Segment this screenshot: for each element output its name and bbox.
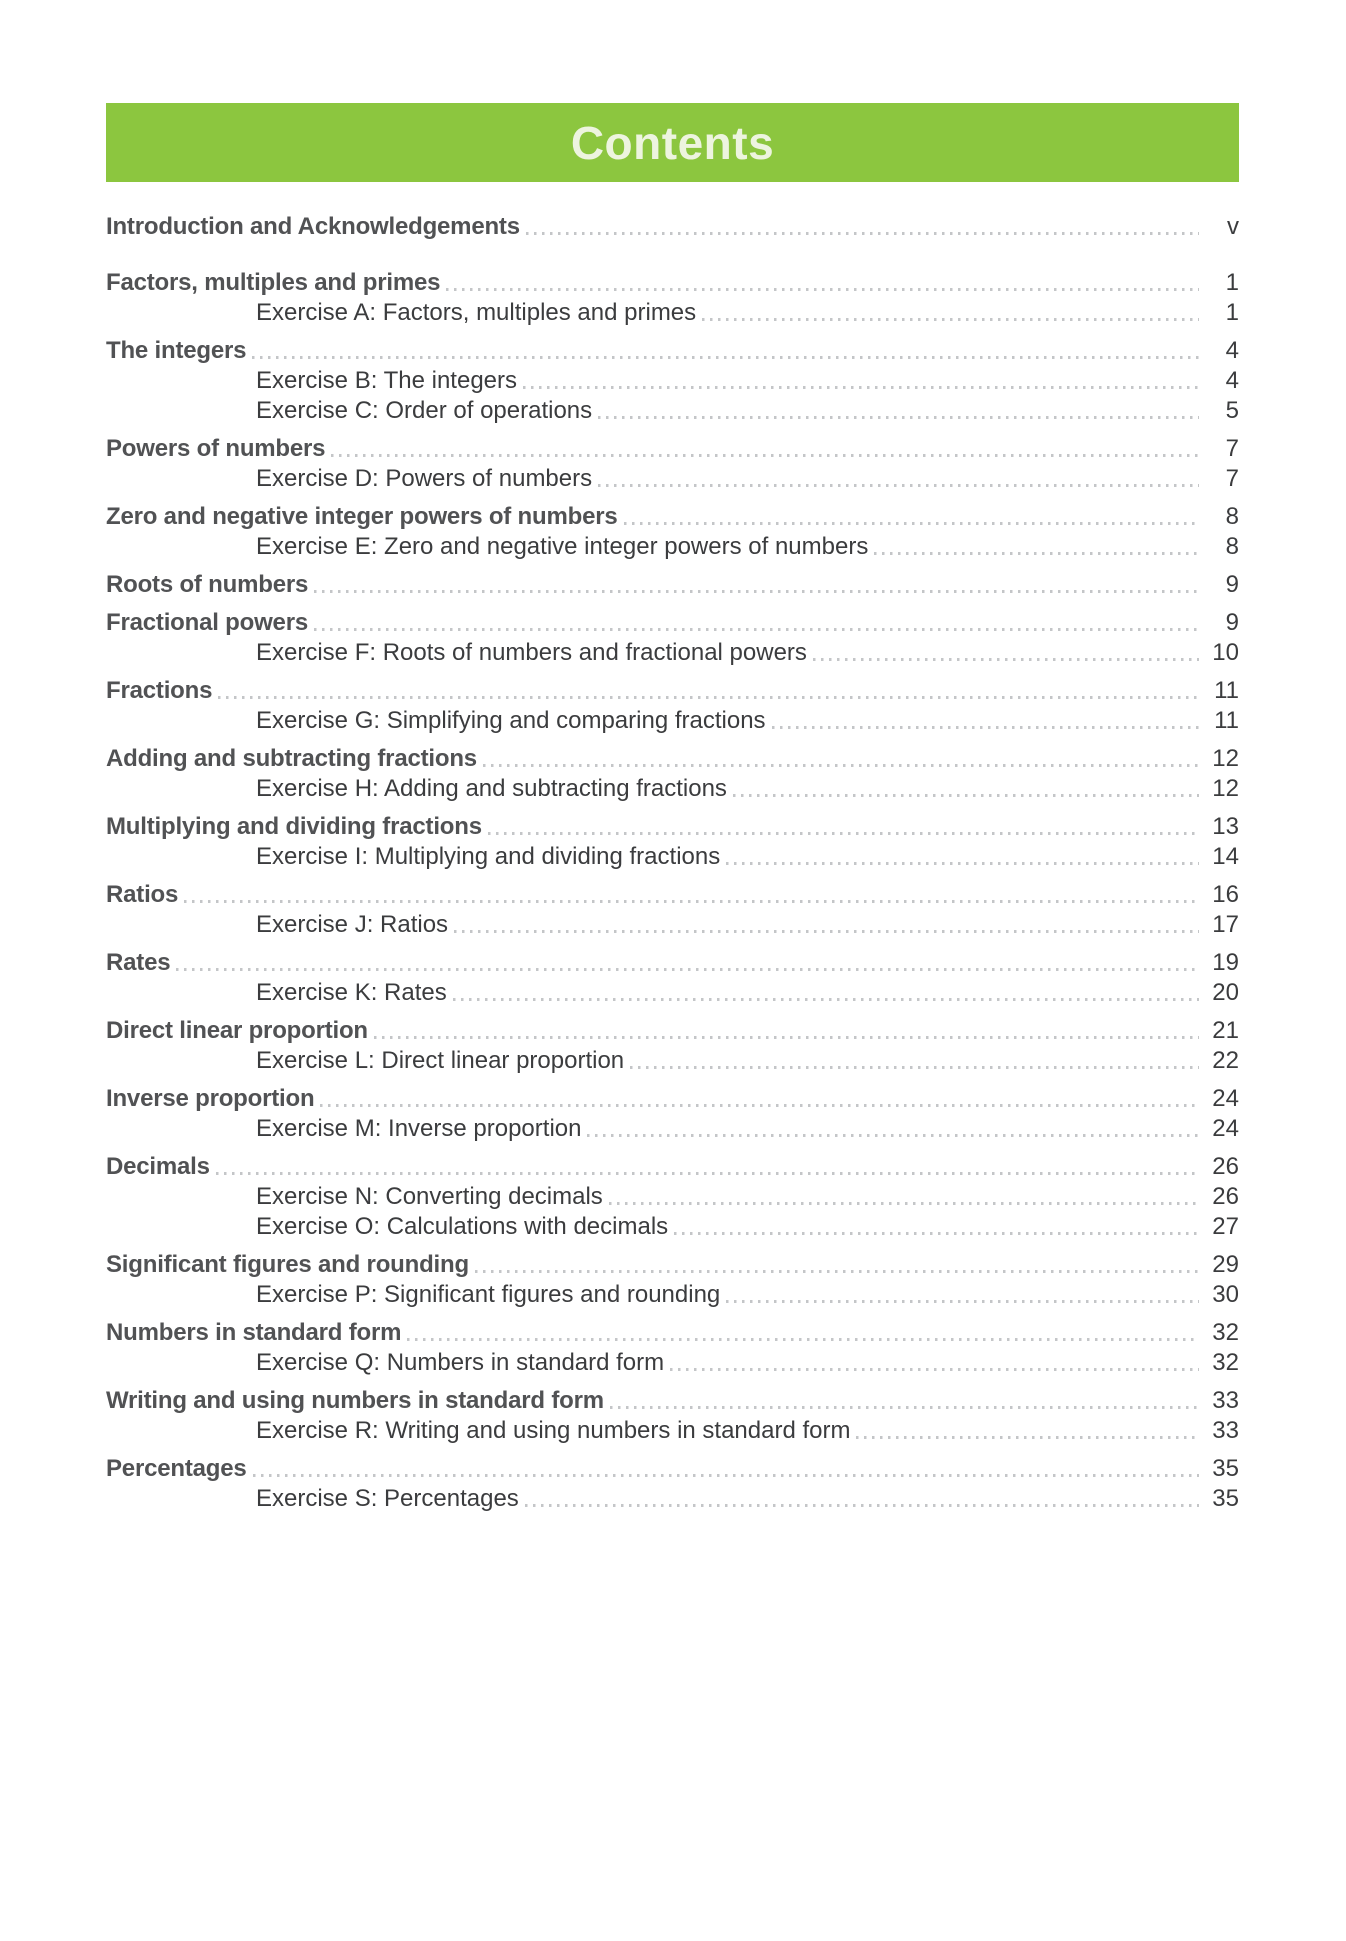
- dotted-leader: [856, 1436, 1199, 1439]
- toc-entry-label: Numbers in standard form: [106, 1319, 402, 1346]
- toc-group: [106, 502, 1239, 562]
- toc-group: [106, 1084, 1239, 1144]
- toc-page-number: 1: [1225, 299, 1239, 326]
- dotted-leader: [587, 1134, 1199, 1137]
- toc-entry-label: Exercise E: Zero and negative integer powers of numbers: [256, 533, 869, 560]
- toc-chapter-row: [106, 1386, 1239, 1416]
- dotted-leader: [252, 356, 1199, 359]
- toc-entry-label: Exercise A: Factors, multiples and primes: [256, 299, 697, 326]
- toc-page-number: 1: [1225, 269, 1239, 296]
- dotted-leader: [331, 454, 1199, 457]
- toc-page-number: 33: [1212, 1417, 1239, 1444]
- toc-entry-label: Writing and using numbers in standard form: [106, 1387, 604, 1414]
- toc-page-number: 33: [1212, 1387, 1239, 1414]
- toc-page-number: 4: [1225, 367, 1239, 394]
- toc-chapter-row: [106, 1250, 1239, 1280]
- toc-chapter-row: [106, 570, 1239, 600]
- toc-entry-label: Exercise H: Adding and subtracting fractions: [256, 775, 727, 802]
- toc-entry-label: Exercise M: Inverse proportion: [256, 1115, 582, 1142]
- toc-group: [106, 1318, 1239, 1378]
- dotted-leader: [726, 1300, 1199, 1303]
- toc-page-number: 32: [1212, 1349, 1239, 1376]
- dotted-leader: [454, 930, 1199, 933]
- toc-entry-label: Powers of numbers: [106, 435, 326, 462]
- toc-page-number: 24: [1212, 1085, 1239, 1112]
- toc-exercise-row: [106, 638, 1239, 668]
- toc-exercise-row: [106, 1046, 1239, 1076]
- toc-exercise-row: [106, 910, 1239, 940]
- toc-exercise-row: [106, 298, 1239, 328]
- toc-page-number: 11: [1214, 677, 1239, 704]
- toc-chapter-row: [106, 1454, 1239, 1484]
- toc-group: [106, 570, 1239, 600]
- toc-group: [106, 434, 1239, 494]
- toc-entry-label: Zero and negative integer powers of numbers: [106, 503, 618, 530]
- page-title: Contents: [570, 116, 775, 169]
- toc-exercise-row: [106, 532, 1239, 562]
- toc-entry-label: Exercise C: Order of operations: [256, 397, 593, 424]
- toc-exercise-row: [106, 1348, 1239, 1378]
- dotted-leader: [609, 1202, 1199, 1205]
- toc-entry-label: Significant figures and rounding: [106, 1251, 469, 1278]
- dotted-leader: [726, 862, 1199, 865]
- toc-group: [106, 1454, 1239, 1514]
- toc-page-number: 8: [1225, 533, 1239, 560]
- dotted-leader: [374, 1036, 1199, 1039]
- toc-entry-label: Exercise I: Multiplying and dividing fractions: [256, 843, 721, 870]
- toc-exercise-row: [106, 1280, 1239, 1310]
- table-of-contents: [106, 212, 1239, 1514]
- toc-page-number: 9: [1225, 609, 1239, 636]
- toc-chapter-row: [106, 1016, 1239, 1046]
- toc-page-number: 27: [1212, 1213, 1239, 1240]
- toc-chapter-row: [106, 502, 1239, 532]
- dotted-leader: [216, 1172, 1199, 1175]
- dotted-leader: [598, 484, 1199, 487]
- toc-page-number: 22: [1212, 1047, 1239, 1074]
- toc-entry-label: Exercise P: Significant figures and rounding: [256, 1281, 721, 1308]
- toc-page-number: 12: [1212, 745, 1239, 772]
- toc-exercise-row: [106, 978, 1239, 1008]
- toc-exercise-row: [106, 1416, 1239, 1446]
- toc-page-number: 5: [1225, 397, 1239, 424]
- toc-page-number: 20: [1212, 979, 1239, 1006]
- toc-chapter-row: [106, 1318, 1239, 1348]
- dotted-leader: [523, 386, 1199, 389]
- toc-group: [106, 1386, 1239, 1446]
- toc-entry-label: Exercise G: Simplifying and comparing fractions: [256, 707, 766, 734]
- toc-entry-label: Ratios: [106, 881, 179, 908]
- dotted-leader: [446, 288, 1199, 291]
- toc-group: [106, 336, 1239, 426]
- toc-group: [106, 212, 1239, 242]
- toc-entry-label: Decimals: [106, 1153, 210, 1180]
- toc-exercise-row: [106, 1114, 1239, 1144]
- toc-entry-label: Exercise L: Direct linear proportion: [256, 1047, 625, 1074]
- toc-page-number: 26: [1212, 1183, 1239, 1210]
- toc-group: [106, 880, 1239, 940]
- toc-group: [106, 268, 1239, 328]
- toc-entry-label: The integers: [106, 337, 247, 364]
- toc-page-number: 29: [1212, 1251, 1239, 1278]
- dotted-leader: [674, 1232, 1199, 1235]
- dotted-leader: [670, 1368, 1199, 1371]
- toc-entry-label: Exercise N: Converting decimals: [256, 1183, 603, 1210]
- dotted-leader: [320, 1104, 1199, 1107]
- toc-chapter-row: [106, 948, 1239, 978]
- toc-page-number: 12: [1212, 775, 1239, 802]
- toc-chapter-row: [106, 268, 1239, 298]
- toc-exercise-row: [106, 774, 1239, 804]
- toc-page-number: 9: [1225, 571, 1239, 598]
- contents-page: [0, 103, 1346, 1941]
- dotted-leader: [624, 522, 1199, 525]
- toc-page-number: 24: [1212, 1115, 1239, 1142]
- dotted-leader: [772, 726, 1199, 729]
- toc-exercise-row: [106, 842, 1239, 872]
- toc-exercise-row: [106, 1212, 1239, 1242]
- toc-entry-label: Rates: [106, 949, 171, 976]
- toc-group: [106, 1250, 1239, 1310]
- toc-chapter-row: [106, 608, 1239, 638]
- dotted-leader: [483, 764, 1199, 767]
- toc-page-number: 19: [1212, 949, 1239, 976]
- dotted-leader: [407, 1338, 1199, 1341]
- toc-page-number: v: [1227, 213, 1239, 240]
- toc-exercise-row: [106, 1182, 1239, 1212]
- toc-page-number: 16: [1212, 881, 1239, 908]
- toc-page-number: 4: [1225, 337, 1239, 364]
- toc-chapter-row: [106, 212, 1239, 242]
- toc-entry-label: Exercise Q: Numbers in standard form: [256, 1349, 665, 1376]
- toc-page-number: 26: [1212, 1153, 1239, 1180]
- toc-page-number: 14: [1212, 843, 1239, 870]
- toc-chapter-row: [106, 434, 1239, 464]
- toc-entry-label: Exercise K: Rates: [256, 979, 447, 1006]
- dotted-leader: [184, 900, 1199, 903]
- toc-entry-label: Exercise F: Roots of numbers and fractional powers: [256, 639, 807, 666]
- toc-page-number: 13: [1212, 813, 1239, 840]
- toc-entry-label: Exercise O: Calculations with decimals: [256, 1213, 669, 1240]
- toc-chapter-row: [106, 676, 1239, 706]
- toc-group: [106, 608, 1239, 668]
- dotted-leader: [874, 552, 1199, 555]
- toc-page-number: 10: [1212, 639, 1239, 666]
- dotted-leader: [630, 1066, 1199, 1069]
- toc-page-number: 35: [1212, 1455, 1239, 1482]
- dotted-leader: [176, 968, 1199, 971]
- toc-group: [106, 1152, 1239, 1242]
- dotted-leader: [488, 832, 1199, 835]
- toc-chapter-row: [106, 336, 1239, 366]
- toc-page-number: 21: [1212, 1017, 1239, 1044]
- dotted-leader: [733, 794, 1199, 797]
- dotted-leader: [525, 1504, 1199, 1507]
- toc-chapter-row: [106, 1084, 1239, 1114]
- toc-entry-label: Exercise D: Powers of numbers: [256, 465, 593, 492]
- toc-entry-label: Fractions: [106, 677, 213, 704]
- toc-entry-label: Adding and subtracting fractions: [106, 745, 477, 772]
- toc-entry-label: Multiplying and dividing fractions: [106, 813, 482, 840]
- dotted-leader: [598, 416, 1199, 419]
- toc-group: [106, 812, 1239, 872]
- toc-entry-label: Exercise R: Writing and using numbers in standard form: [256, 1417, 851, 1444]
- toc-entry-label: Introduction and Acknowledgements: [106, 213, 520, 240]
- toc-entry-label: Fractional powers: [106, 609, 308, 636]
- toc-exercise-row: [106, 396, 1239, 426]
- dotted-leader: [475, 1270, 1199, 1273]
- toc-page-number: 17: [1212, 911, 1239, 938]
- toc-page-number: 32: [1212, 1319, 1239, 1346]
- toc-page-number: 30: [1212, 1281, 1239, 1308]
- toc-exercise-row: [106, 706, 1239, 736]
- toc-entry-label: Inverse proportion: [106, 1085, 315, 1112]
- toc-page-number: 7: [1225, 465, 1239, 492]
- dotted-leader: [813, 658, 1199, 661]
- toc-group: [106, 1016, 1239, 1076]
- dotted-leader: [526, 232, 1199, 235]
- dotted-leader: [453, 998, 1199, 1001]
- dotted-leader: [253, 1474, 1199, 1477]
- toc-exercise-row: [106, 464, 1239, 494]
- dotted-leader: [610, 1406, 1199, 1409]
- dotted-leader: [314, 628, 1199, 631]
- toc-exercise-row: [106, 366, 1239, 396]
- toc-group: [106, 744, 1239, 804]
- toc-entry-label: Roots of numbers: [106, 571, 309, 598]
- toc-exercise-row: [106, 1484, 1239, 1514]
- toc-chapter-row: [106, 880, 1239, 910]
- contents-header-bar: [106, 103, 1239, 182]
- toc-page-number: 8: [1225, 503, 1239, 530]
- dotted-leader: [218, 696, 1199, 699]
- toc-entry-label: Direct linear proportion: [106, 1017, 368, 1044]
- toc-chapter-row: [106, 812, 1239, 842]
- toc-page-number: 35: [1212, 1485, 1239, 1512]
- dotted-leader: [314, 590, 1199, 593]
- toc-group: [106, 676, 1239, 736]
- toc-page-number: 7: [1225, 435, 1239, 462]
- toc-entry-label: Exercise S: Percentages: [256, 1485, 519, 1512]
- toc-entry-label: Exercise J: Ratios: [256, 911, 449, 938]
- toc-chapter-row: [106, 1152, 1239, 1182]
- toc-chapter-row: [106, 744, 1239, 774]
- toc-entry-label: Percentages: [106, 1455, 247, 1482]
- toc-entry-label: Exercise B: The integers: [256, 367, 518, 394]
- toc-group: [106, 948, 1239, 1008]
- dotted-leader: [702, 318, 1199, 321]
- toc-page-number: 11: [1214, 707, 1239, 734]
- toc-entry-label: Factors, multiples and primes: [106, 269, 441, 296]
